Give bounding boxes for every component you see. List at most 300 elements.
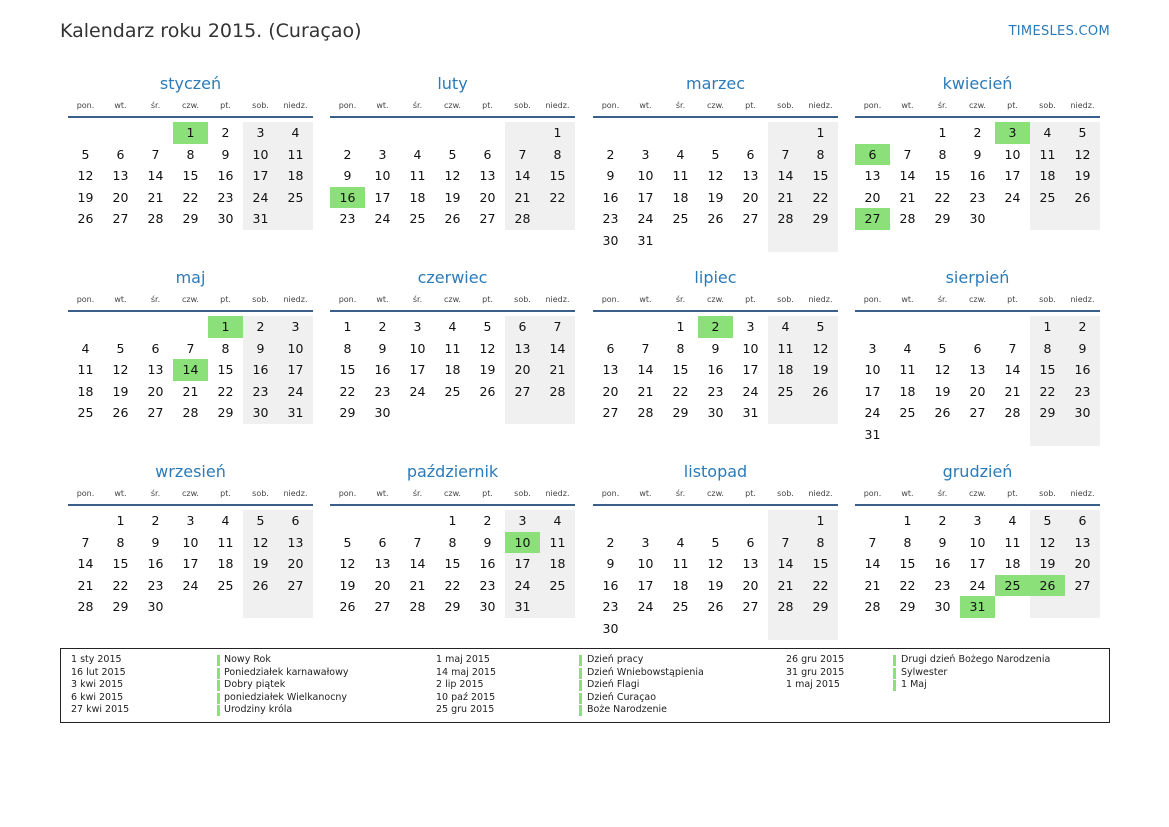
empty-cell xyxy=(330,122,365,144)
legend-date: 31 gru 2015 xyxy=(786,666,845,678)
day-cell: 21 xyxy=(864,577,881,593)
weekday-label: pt. xyxy=(1007,295,1018,304)
weekday-label: pon. xyxy=(601,489,620,498)
day-cell: 29 xyxy=(803,596,838,618)
day-cell: 6 xyxy=(116,146,125,162)
weekday-label: śr. xyxy=(412,101,423,110)
day-cell: 26 xyxy=(339,599,356,615)
day-cell: 21 xyxy=(505,187,540,209)
day-cell: 23 xyxy=(243,381,278,403)
day-cell: 5 xyxy=(711,534,720,550)
day-cell: 17 xyxy=(505,553,540,575)
day-cell: 28 xyxy=(182,405,199,421)
day-cell: 29 xyxy=(899,599,916,615)
divider xyxy=(593,504,838,506)
divider xyxy=(855,116,1100,118)
weekday-label: niedz. xyxy=(545,489,570,498)
day-cell: 18 xyxy=(1004,556,1021,572)
weekday-label: sob. xyxy=(777,489,794,498)
weekday-label: sob. xyxy=(252,295,269,304)
weekday-header xyxy=(593,292,838,308)
day-cell: 2 xyxy=(973,125,982,140)
day-cell: 30 xyxy=(969,211,986,227)
weekday-header xyxy=(855,486,1100,502)
day-grid xyxy=(593,316,838,424)
month-name: listopad xyxy=(683,462,748,481)
empty-cell xyxy=(960,316,995,338)
day-cell: 16 xyxy=(602,189,619,205)
day-cell: 8 xyxy=(803,144,838,166)
day-cell: 15 xyxy=(112,556,129,572)
day-cell: 7 xyxy=(540,316,575,338)
empty-cell xyxy=(593,510,628,532)
day-cell: 9 xyxy=(973,146,982,162)
month-name: wrzesień xyxy=(155,462,226,481)
day-cell: 30 xyxy=(707,405,724,421)
day-cell: 26 xyxy=(112,405,129,421)
weekday-label: czw. xyxy=(182,295,199,304)
day-cell: 28 xyxy=(505,208,540,230)
day-cell: 10 xyxy=(374,168,391,184)
day-cell: 5 xyxy=(116,340,125,356)
day-cell: 25 xyxy=(540,575,575,597)
day-cell: 31 xyxy=(505,596,540,618)
day-cell: 13 xyxy=(969,362,986,378)
month-block xyxy=(330,73,575,230)
divider xyxy=(593,310,838,312)
day-cell: 17 xyxy=(637,189,654,205)
weekday-label: pon. xyxy=(76,489,95,498)
legend-date: 1 maj 2015 xyxy=(436,654,490,665)
legend-holiday-name: Urodziny króla xyxy=(224,704,293,715)
day-cell: 27 xyxy=(278,575,313,597)
legend-date: 25 gru 2015 xyxy=(436,704,495,715)
empty-cell xyxy=(628,316,663,338)
weekday-label: wt. xyxy=(639,101,652,110)
day-cell: 16 xyxy=(1065,359,1100,381)
day-cell: 29 xyxy=(444,599,461,615)
day-cell: 21 xyxy=(899,189,916,205)
day-cell: 31 xyxy=(960,596,995,618)
day-cell: 25 xyxy=(77,405,94,421)
weekday-label: sob. xyxy=(777,101,794,110)
day-cell: 24 xyxy=(637,211,654,227)
day-cell: 16 xyxy=(602,577,619,593)
day-cell: 12 xyxy=(707,168,724,184)
empty-cell xyxy=(855,316,890,338)
day-cell: 28 xyxy=(864,599,881,615)
day-cell: 31 xyxy=(637,232,654,248)
day-cell: 6 xyxy=(151,340,160,356)
weekday-label: wt. xyxy=(114,295,127,304)
day-cell: 22 xyxy=(803,187,838,209)
empty-cell xyxy=(400,402,435,424)
day-cell: 13 xyxy=(742,556,759,572)
legend-marker xyxy=(893,680,896,691)
day-cell: 14 xyxy=(768,165,803,187)
day-cell: 10 xyxy=(243,144,278,166)
day-cell: 13 xyxy=(479,168,496,184)
day-cell: 26 xyxy=(1030,575,1065,597)
day-cell: 10 xyxy=(278,338,313,360)
day-cell: 7 xyxy=(868,534,877,550)
empty-cell xyxy=(278,596,313,618)
day-cell: 6 xyxy=(606,340,615,356)
empty-cell xyxy=(243,596,278,618)
weekday-header xyxy=(855,292,1100,308)
day-cell: 27 xyxy=(505,381,540,403)
day-cell: 19 xyxy=(1065,165,1100,187)
empty-cell xyxy=(365,122,400,144)
day-cell: 21 xyxy=(409,577,426,593)
day-cell: 23 xyxy=(707,383,724,399)
day-cell: 9 xyxy=(711,340,720,356)
day-cell: 6 xyxy=(1065,510,1100,532)
day-cell: 22 xyxy=(444,577,461,593)
day-cell: 18 xyxy=(1030,165,1065,187)
weekday-label: niedz. xyxy=(1070,101,1095,110)
day-cell: 20 xyxy=(1065,553,1100,575)
day-grid xyxy=(330,316,575,424)
day-cell: 3 xyxy=(868,340,877,356)
day-cell: 1 xyxy=(208,316,243,338)
day-cell: 13 xyxy=(112,168,129,184)
day-cell: 3 xyxy=(973,513,982,528)
day-cell: 8 xyxy=(186,146,195,162)
day-cell: 23 xyxy=(602,599,619,615)
empty-cell xyxy=(628,510,663,532)
day-cell: 4 xyxy=(676,534,685,550)
day-cell: 4 xyxy=(903,340,912,356)
day-cell: 24 xyxy=(505,575,540,597)
month-name: lipiec xyxy=(694,268,737,287)
day-cell: 4 xyxy=(1030,122,1065,144)
empty-cell xyxy=(890,122,925,144)
day-cell: 13 xyxy=(374,556,391,572)
divider xyxy=(330,310,575,312)
empty-cell xyxy=(768,230,803,252)
day-cell: 13 xyxy=(1065,532,1100,554)
day-cell: 28 xyxy=(768,208,803,230)
day-cell: 25 xyxy=(278,187,313,209)
day-cell: 19 xyxy=(707,577,724,593)
day-cell: 13 xyxy=(864,168,881,184)
weekday-label: śr. xyxy=(937,489,948,498)
day-cell: 20 xyxy=(864,189,881,205)
day-cell: 15 xyxy=(672,362,689,378)
day-cell: 15 xyxy=(540,165,575,187)
day-cell: 15 xyxy=(217,362,234,378)
day-cell: 16 xyxy=(217,168,234,184)
day-grid xyxy=(855,316,1100,446)
empty-cell xyxy=(768,402,803,424)
day-cell: 10 xyxy=(742,340,759,356)
day-grid xyxy=(855,510,1100,618)
day-cell: 16 xyxy=(330,187,365,209)
day-cell: 24 xyxy=(278,381,313,403)
day-cell: 25 xyxy=(1030,187,1065,209)
empty-cell xyxy=(698,122,733,144)
day-cell: 13 xyxy=(602,362,619,378)
empty-cell xyxy=(68,316,103,338)
weekday-label: pon. xyxy=(863,489,882,498)
day-cell: 11 xyxy=(672,168,689,184)
month-name: sierpień xyxy=(945,268,1010,287)
day-cell: 10 xyxy=(864,362,881,378)
empty-cell xyxy=(1030,424,1065,446)
day-cell: 19 xyxy=(1030,553,1065,575)
day-cell: 5 xyxy=(243,510,278,532)
day-cell: 31 xyxy=(243,208,278,230)
day-cell: 11 xyxy=(409,168,426,184)
day-cell: 12 xyxy=(339,556,356,572)
day-cell: 26 xyxy=(243,575,278,597)
empty-cell xyxy=(173,316,208,338)
day-cell: 11 xyxy=(899,362,916,378)
weekday-label: śr. xyxy=(675,101,686,110)
day-cell: 18 xyxy=(409,189,426,205)
day-cell: 2 xyxy=(243,316,278,338)
legend-date: 27 kwi 2015 xyxy=(71,704,130,715)
weekday-label: sob. xyxy=(514,101,531,110)
empty-cell xyxy=(1030,208,1065,230)
empty-cell xyxy=(365,510,400,532)
day-cell: 22 xyxy=(899,577,916,593)
legend-holiday-name: Dzień Flagi xyxy=(587,679,640,690)
day-cell: 17 xyxy=(864,383,881,399)
day-cell: 12 xyxy=(444,168,461,184)
empty-cell xyxy=(1030,596,1065,618)
day-cell: 26 xyxy=(479,383,496,399)
day-grid xyxy=(593,122,838,252)
weekday-label: sob. xyxy=(1039,489,1056,498)
day-cell: 18 xyxy=(768,359,803,381)
day-cell: 11 xyxy=(444,340,461,356)
day-cell: 11 xyxy=(1030,144,1065,166)
day-cell: 1 xyxy=(903,513,912,528)
day-cell: 2 xyxy=(698,316,733,338)
weekday-label: wt. xyxy=(639,295,652,304)
day-cell: 6 xyxy=(378,534,387,550)
weekday-label: niedz. xyxy=(545,295,570,304)
day-cell: 8 xyxy=(938,146,947,162)
weekday-label: niedz. xyxy=(808,101,833,110)
divider xyxy=(68,116,313,118)
empty-cell xyxy=(593,122,628,144)
legend-date: 2 lip 2015 xyxy=(436,679,484,690)
day-cell: 9 xyxy=(938,534,947,550)
day-cell: 21 xyxy=(1004,383,1021,399)
day-cell: 15 xyxy=(182,168,199,184)
day-cell: 22 xyxy=(217,383,234,399)
weekday-label: pon. xyxy=(338,295,357,304)
day-cell: 1 xyxy=(676,319,685,334)
day-cell: 19 xyxy=(934,383,951,399)
day-cell: 16 xyxy=(243,359,278,381)
day-cell: 8 xyxy=(803,532,838,554)
day-cell: 25 xyxy=(672,211,689,227)
day-cell: 7 xyxy=(505,144,540,166)
day-cell: 15 xyxy=(803,165,838,187)
day-cell: 13 xyxy=(505,338,540,360)
empty-cell xyxy=(663,618,698,640)
day-cell: 25 xyxy=(995,575,1030,597)
day-cell: 30 xyxy=(1065,402,1100,424)
day-cell: 11 xyxy=(278,144,313,166)
day-cell: 20 xyxy=(742,577,759,593)
day-cell: 16 xyxy=(707,362,724,378)
day-cell: 13 xyxy=(147,362,164,378)
divider xyxy=(68,310,313,312)
legend-date: 16 lut 2015 xyxy=(71,666,126,678)
day-cell: 8 xyxy=(1030,338,1065,360)
month-block xyxy=(855,73,1100,230)
empty-cell xyxy=(768,122,803,144)
day-cell: 17 xyxy=(409,362,426,378)
legend-date: 3 kwi 2015 xyxy=(71,679,124,690)
divider xyxy=(330,504,575,506)
weekday-label: pon. xyxy=(338,489,357,498)
day-cell: 2 xyxy=(606,534,615,550)
day-cell: 29 xyxy=(182,211,199,227)
weekday-label: czw. xyxy=(707,101,724,110)
month-block xyxy=(68,267,313,424)
weekday-label: śr. xyxy=(412,295,423,304)
empty-cell xyxy=(1065,424,1100,446)
day-cell: 14 xyxy=(540,338,575,360)
weekday-label: sob. xyxy=(1039,101,1056,110)
day-cell: 20 xyxy=(479,189,496,205)
legend-holiday-name: Dobry piątek xyxy=(224,679,286,690)
legend-item xyxy=(61,667,1101,680)
day-cell: 20 xyxy=(112,189,129,205)
site-link[interactable]: TIMESLES.COM xyxy=(1008,24,1110,39)
weekday-label: śr. xyxy=(675,489,686,498)
day-cell: 29 xyxy=(1030,402,1065,424)
empty-cell xyxy=(803,230,838,252)
day-cell: 23 xyxy=(1065,381,1100,403)
month-block xyxy=(68,73,313,230)
day-cell: 17 xyxy=(637,577,654,593)
day-cell: 6 xyxy=(505,316,540,338)
day-cell: 17 xyxy=(969,556,986,572)
day-cell: 14 xyxy=(864,556,881,572)
weekday-header xyxy=(68,486,313,502)
day-cell: 9 xyxy=(483,534,492,550)
day-cell: 25 xyxy=(444,383,461,399)
day-cell: 11 xyxy=(1004,534,1021,550)
legend-item xyxy=(61,654,1101,667)
day-cell: 3 xyxy=(641,146,650,162)
day-grid xyxy=(68,316,313,424)
day-cell: 17 xyxy=(374,189,391,205)
day-cell: 11 xyxy=(77,362,94,378)
empty-cell xyxy=(698,230,733,252)
weekday-label: pon. xyxy=(601,101,620,110)
day-cell: 26 xyxy=(707,211,724,227)
day-cell: 5 xyxy=(1030,510,1065,532)
weekday-header xyxy=(593,98,838,114)
month-name: czerwiec xyxy=(417,268,488,287)
empty-cell xyxy=(890,316,925,338)
weekday-label: wt. xyxy=(901,101,914,110)
day-cell: 4 xyxy=(540,510,575,532)
day-cell: 5 xyxy=(343,534,352,550)
day-cell: 14 xyxy=(505,165,540,187)
day-cell: 9 xyxy=(243,338,278,360)
weekday-label: pon. xyxy=(338,101,357,110)
day-cell: 20 xyxy=(278,553,313,575)
day-cell: 4 xyxy=(448,319,457,334)
legend-item xyxy=(61,704,1101,717)
day-cell: 18 xyxy=(672,577,689,593)
day-cell: 12 xyxy=(803,338,838,360)
weekday-label: wt. xyxy=(376,295,389,304)
day-cell: 11 xyxy=(540,532,575,554)
day-cell: 1 xyxy=(448,513,457,528)
day-cell: 8 xyxy=(448,534,457,550)
day-cell: 2 xyxy=(378,319,387,334)
weekday-label: sob. xyxy=(514,295,531,304)
page-title: Kalendarz roku 2015. (Curaçao) xyxy=(60,20,362,42)
day-cell: 7 xyxy=(186,340,195,356)
day-cell: 20 xyxy=(742,189,759,205)
day-cell: 23 xyxy=(374,383,391,399)
legend-date: 26 gru 2015 xyxy=(786,654,845,665)
day-cell: 20 xyxy=(505,359,540,381)
day-cell: 3 xyxy=(278,316,313,338)
empty-cell xyxy=(330,510,365,532)
day-cell: 23 xyxy=(339,211,356,227)
day-grid xyxy=(330,122,575,230)
weekday-label: sob. xyxy=(1039,295,1056,304)
day-cell: 23 xyxy=(479,577,496,593)
day-cell: 7 xyxy=(768,144,803,166)
day-cell: 18 xyxy=(540,553,575,575)
weekday-header xyxy=(330,292,575,308)
day-cell: 4 xyxy=(413,146,422,162)
day-cell: 10 xyxy=(1004,146,1021,162)
empty-cell xyxy=(1065,208,1100,230)
weekday-label: pt. xyxy=(482,101,493,110)
weekday-label: śr. xyxy=(150,489,161,498)
empty-cell xyxy=(435,122,470,144)
empty-cell xyxy=(208,596,243,618)
empty-cell xyxy=(470,122,505,144)
day-cell: 3 xyxy=(186,513,195,528)
weekday-label: pt. xyxy=(482,295,493,304)
day-cell: 23 xyxy=(147,577,164,593)
day-cell: 17 xyxy=(243,165,278,187)
day-cell: 26 xyxy=(77,211,94,227)
weekday-label: sob. xyxy=(514,489,531,498)
day-cell: 22 xyxy=(540,187,575,209)
weekday-label: pt. xyxy=(1007,489,1018,498)
month-name: październik xyxy=(406,462,499,481)
day-cell: 4 xyxy=(768,316,803,338)
empty-cell xyxy=(1065,596,1100,618)
weekday-label: śr. xyxy=(412,489,423,498)
day-grid xyxy=(855,122,1100,230)
month-block xyxy=(593,267,838,424)
weekday-header xyxy=(330,98,575,114)
weekday-label: sob. xyxy=(252,489,269,498)
day-cell: 19 xyxy=(803,359,838,381)
day-cell: 18 xyxy=(278,165,313,187)
day-cell: 12 xyxy=(77,168,94,184)
day-cell: 2 xyxy=(221,125,230,140)
day-cell: 9 xyxy=(221,146,230,162)
